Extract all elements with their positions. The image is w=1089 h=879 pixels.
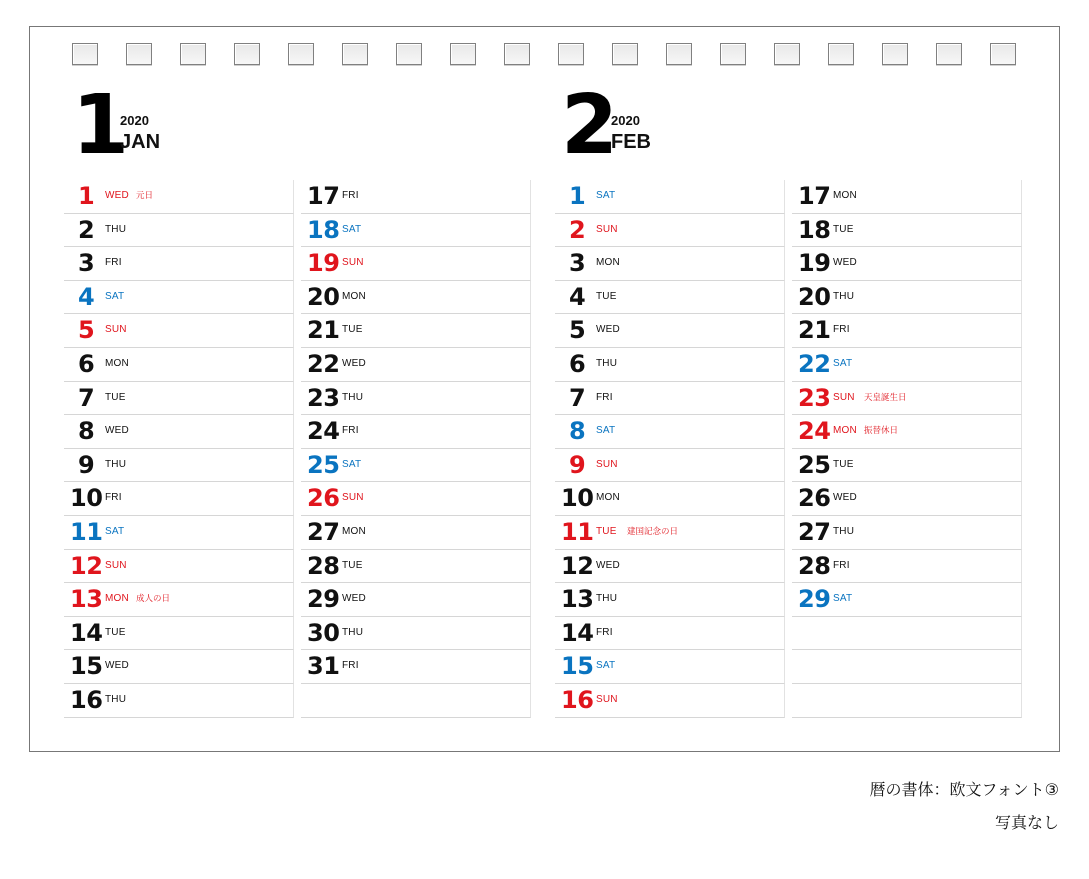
binding-hole: [450, 43, 476, 65]
day-row: [64, 684, 294, 718]
day-row: [64, 650, 294, 684]
day-number: 23: [798, 383, 831, 412]
month-year: 2020: [611, 113, 640, 128]
day-row: [792, 314, 1022, 348]
day-row: [64, 583, 294, 617]
day-row: [792, 382, 1022, 416]
day-number: 3: [78, 249, 95, 278]
day-number: 21: [307, 316, 340, 345]
weekday-label: SUN: [596, 223, 618, 235]
empty-day-row: [792, 684, 1022, 718]
weekday-label: WED: [105, 425, 129, 437]
binding-hole: [72, 43, 98, 65]
weekday-label: SUN: [596, 693, 618, 705]
binding-hole: [666, 43, 692, 65]
day-row: [301, 550, 531, 584]
weekday-label: FRI: [833, 324, 850, 336]
weekday-label: THU: [105, 693, 127, 705]
weekday-label: TUE: [342, 559, 363, 571]
weekday-label: FRI: [105, 257, 122, 269]
day-number: 31: [307, 652, 340, 681]
weekday-label: SAT: [596, 660, 616, 672]
day-row: [64, 247, 294, 281]
day-number: 23: [307, 383, 340, 412]
weekday-label: WED: [833, 492, 857, 504]
weekday-label: FRI: [833, 559, 850, 571]
weekday-label: TUE: [105, 626, 126, 638]
day-row: [64, 214, 294, 248]
jan-column-1: [64, 180, 294, 718]
day-row: [792, 415, 1022, 449]
day-number: 18: [798, 215, 831, 244]
day-row: [792, 214, 1022, 248]
day-row: [64, 348, 294, 382]
day-number: 13: [70, 585, 103, 614]
weekday-label: FRI: [105, 492, 122, 504]
binding-hole: [234, 43, 260, 65]
weekday-label: SAT: [596, 190, 616, 201]
day-number: 17: [307, 182, 340, 210]
weekday-label: TUE: [596, 525, 617, 537]
day-row: [792, 583, 1022, 617]
day-number: 8: [78, 417, 95, 446]
weekday-label: WED: [342, 357, 366, 369]
day-row: [301, 180, 531, 214]
weekday-label: SUN: [596, 458, 618, 470]
day-row: [555, 348, 785, 382]
feb-column-2: [792, 180, 1022, 718]
day-number: 19: [798, 249, 831, 278]
day-number: 14: [561, 618, 594, 647]
weekday-label: TUE: [105, 391, 126, 403]
weekday-label: SUN: [342, 257, 364, 269]
binding-hole: [720, 43, 746, 65]
day-number: 17: [798, 182, 831, 210]
day-row: [64, 617, 294, 651]
weekday-label: WED: [596, 559, 620, 571]
day-row: [555, 449, 785, 483]
day-row: [301, 314, 531, 348]
day-row: [301, 650, 531, 684]
day-number: 2: [78, 215, 95, 244]
holiday-label: 建国記念の日: [627, 526, 679, 537]
day-row: [301, 449, 531, 483]
weekday-label: MON: [833, 425, 857, 437]
day-number: 10: [561, 484, 594, 513]
day-number: 27: [798, 517, 831, 546]
day-row: [301, 214, 531, 248]
weekday-label: THU: [596, 593, 618, 605]
day-number: 20: [307, 282, 340, 311]
weekday-label: SUN: [105, 559, 127, 571]
weekday-label: FRI: [342, 660, 359, 672]
day-number: 29: [798, 585, 831, 614]
weekday-label: FRI: [596, 626, 613, 638]
jan-column-2: [301, 180, 531, 718]
day-number: 22: [307, 349, 340, 378]
day-row: [64, 516, 294, 550]
day-row: [64, 382, 294, 416]
binding-hole: [180, 43, 206, 65]
weekday-label: THU: [833, 290, 855, 302]
binding-hole: [612, 43, 638, 65]
binding-hole: [828, 43, 854, 65]
day-number: 7: [569, 383, 586, 412]
day-number: 5: [78, 316, 95, 345]
holiday-label: 振替休日: [864, 426, 899, 437]
weekday-label: FRI: [596, 391, 613, 403]
binding-hole: [504, 43, 530, 65]
day-number: 6: [569, 349, 586, 378]
day-number: 11: [70, 517, 103, 546]
day-row: [555, 516, 785, 550]
empty-day-row: [301, 684, 531, 718]
weekday-label: FRI: [342, 190, 359, 201]
day-number: 2: [569, 215, 586, 244]
day-number: 6: [78, 349, 95, 378]
day-number: 9: [569, 450, 586, 479]
day-row: [301, 382, 531, 416]
weekday-label: THU: [105, 458, 127, 470]
binding-hole: [288, 43, 314, 65]
month-name: FEB: [611, 131, 651, 153]
weekday-label: THU: [342, 391, 364, 403]
feb-column-1: [555, 180, 785, 718]
day-number: 19: [307, 249, 340, 278]
day-row: [555, 684, 785, 718]
day-number: 26: [798, 484, 831, 513]
month-number: 1: [72, 78, 128, 173]
weekday-label: MON: [342, 525, 366, 537]
day-number: 7: [78, 383, 95, 412]
weekday-label: SAT: [596, 425, 616, 437]
day-row: [555, 415, 785, 449]
day-row: [792, 550, 1022, 584]
day-row: [555, 180, 785, 214]
weekday-label: MON: [105, 593, 129, 605]
month-year: 2020: [120, 113, 149, 128]
day-row: [792, 348, 1022, 382]
day-number: 3: [569, 249, 586, 278]
empty-day-row: [792, 650, 1022, 684]
day-row: [792, 180, 1022, 214]
day-number: 21: [798, 316, 831, 345]
weekday-label: TUE: [833, 223, 854, 235]
binding-hole: [396, 43, 422, 65]
weekday-label: SUN: [833, 391, 855, 403]
weekday-label: WED: [833, 257, 857, 269]
holiday-label: 元日: [136, 191, 154, 201]
day-row: [555, 247, 785, 281]
day-number: 16: [70, 685, 103, 714]
weekday-label: SAT: [342, 458, 362, 470]
day-number: 26: [307, 484, 340, 513]
month-name: JAN: [120, 131, 161, 153]
day-row: [555, 314, 785, 348]
day-number: 1: [569, 182, 586, 210]
holiday-label: 天皇誕生日: [864, 392, 907, 403]
weekday-label: SUN: [342, 492, 364, 504]
day-row: [64, 415, 294, 449]
day-row: [64, 314, 294, 348]
day-number: 29: [307, 585, 340, 614]
weekday-label: MON: [105, 357, 129, 369]
day-row: [555, 650, 785, 684]
day-number: 25: [798, 450, 831, 479]
day-number: 28: [307, 551, 340, 580]
weekday-label: MON: [342, 290, 366, 302]
weekday-label: MON: [833, 190, 857, 201]
day-row: [64, 449, 294, 483]
weekday-label: MON: [596, 257, 620, 269]
day-number: 10: [70, 484, 103, 513]
weekday-label: SUN: [105, 324, 127, 336]
day-row: [301, 516, 531, 550]
weekday-label: SAT: [833, 357, 853, 369]
day-row: [301, 583, 531, 617]
day-number: 13: [561, 585, 594, 614]
day-row: [555, 214, 785, 248]
weekday-label: THU: [833, 525, 855, 537]
day-number: 28: [798, 551, 831, 580]
day-row: [301, 482, 531, 516]
day-number: 8: [569, 417, 586, 446]
day-number: 4: [569, 282, 586, 311]
day-row: [301, 348, 531, 382]
binding-hole: [990, 43, 1016, 65]
day-row: [301, 617, 531, 651]
day-row: [555, 382, 785, 416]
day-number: 12: [70, 551, 103, 580]
day-number: 16: [561, 685, 594, 714]
weekday-label: TUE: [833, 458, 854, 470]
day-number: 24: [798, 417, 831, 446]
day-row: [792, 482, 1022, 516]
day-row: [64, 281, 294, 315]
day-number: 12: [561, 551, 594, 580]
day-row: [792, 449, 1022, 483]
weekday-label: WED: [105, 660, 129, 672]
photo-caption: 写真なし: [994, 813, 1059, 832]
day-row: [301, 281, 531, 315]
binding-holes: [72, 43, 1020, 69]
day-number: 27: [307, 517, 340, 546]
weekday-label: WED: [596, 324, 620, 336]
day-row: [555, 583, 785, 617]
weekday-label: SAT: [105, 290, 125, 302]
weekday-label: THU: [342, 626, 364, 638]
day-number: 20: [798, 282, 831, 311]
day-number: 22: [798, 349, 831, 378]
day-number: 4: [78, 282, 95, 311]
binding-hole: [342, 43, 368, 65]
weekday-label: FRI: [342, 425, 359, 437]
binding-hole: [774, 43, 800, 65]
day-number: 18: [307, 215, 340, 244]
weekday-label: THU: [105, 223, 127, 235]
binding-hole: [882, 43, 908, 65]
binding-hole: [936, 43, 962, 65]
day-number: 30: [307, 618, 340, 647]
day-number: 11: [561, 517, 594, 546]
day-row: [555, 482, 785, 516]
day-row: [64, 550, 294, 584]
day-row: [301, 247, 531, 281]
weekday-label: WED: [342, 593, 366, 605]
day-number: 9: [78, 450, 95, 479]
weekday-label: SAT: [833, 593, 853, 605]
day-row: [64, 180, 294, 214]
day-row: [792, 247, 1022, 281]
day-row: [301, 415, 531, 449]
day-number: 25: [307, 450, 340, 479]
binding-hole: [126, 43, 152, 65]
day-number: 15: [561, 652, 594, 681]
day-number: 24: [307, 417, 340, 446]
font-caption: 暦の書体：欧文フォント③: [869, 780, 1059, 799]
day-row: [555, 281, 785, 315]
day-row: [792, 281, 1022, 315]
day-number: 14: [70, 618, 103, 647]
empty-day-row: [792, 617, 1022, 651]
day-row: [792, 516, 1022, 550]
weekday-label: SAT: [105, 525, 125, 537]
binding-hole: [558, 43, 584, 65]
day-number: 5: [569, 316, 586, 345]
weekday-label: SAT: [342, 223, 362, 235]
day-row: [555, 617, 785, 651]
weekday-label: MON: [596, 492, 620, 504]
day-row: [555, 550, 785, 584]
day-number: 1: [78, 182, 95, 210]
holiday-label: 成人の日: [136, 594, 171, 605]
weekday-label: WED: [105, 190, 129, 201]
weekday-label: TUE: [596, 290, 617, 302]
month-number: 2: [561, 78, 617, 173]
weekday-label: THU: [596, 357, 618, 369]
day-row: [64, 482, 294, 516]
weekday-label: TUE: [342, 324, 363, 336]
day-number: 15: [70, 652, 103, 681]
